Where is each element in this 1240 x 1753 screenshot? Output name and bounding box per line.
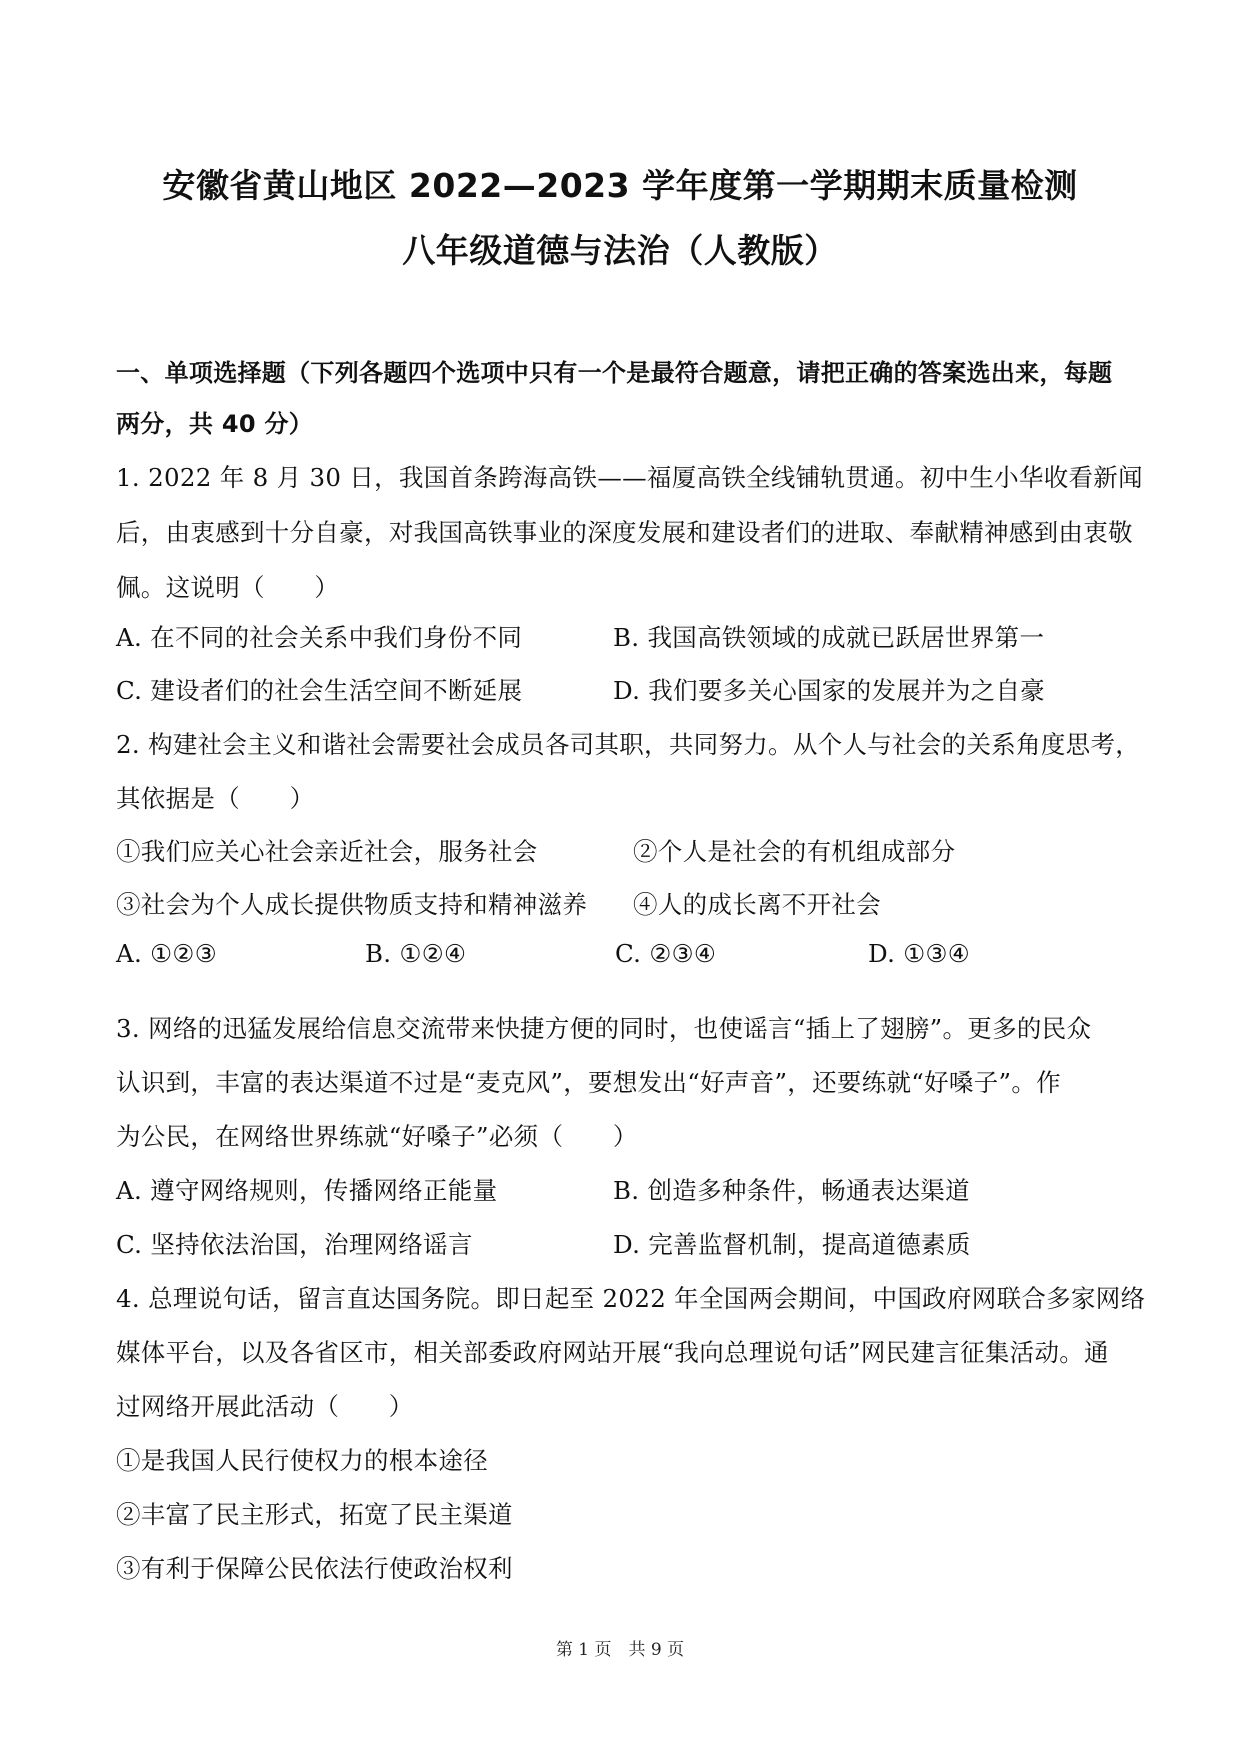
q2-statement-1: ①我们应关心社会亲近社会，服务社会 bbox=[116, 837, 538, 866]
q4-statement-3: ③有利于保障公民依法行使政治权利 bbox=[116, 1554, 513, 1583]
q1-stem-line-2: 后，由衷感到十分自豪，对我国高铁事业的深度发展和建设者们的进取、奉献精神感到由衷敬 bbox=[116, 518, 1133, 547]
q2-statement-2: ②个人是社会的有机组成部分 bbox=[633, 837, 956, 866]
exam-subtitle: 八年级道德与法治（人教版） bbox=[402, 231, 838, 270]
q2-statement-4: ④人的成长离不开社会 bbox=[633, 890, 881, 919]
q3-stem-line-2: 认识到，丰富的表达渠道不过是“麦克风”，要想发出“好声音”，还要练就“好嗓子”。作 bbox=[116, 1068, 1061, 1097]
q1-stem-line-3: 佩。这说明（ ） bbox=[116, 573, 340, 602]
q2-option-b: B. ①②④ bbox=[365, 939, 467, 968]
exam-title: 安徽省黄山地区 2022—2023 学年度第一学期期末质量检测 bbox=[162, 166, 1078, 205]
q3-option-a: A. 遵守网络规则，传播网络正能量 bbox=[116, 1176, 498, 1205]
q3-stem-line-1: 3. 网络的迅猛发展给信息交流带来快捷方便的同时，也使谣言“插上了翅膀”。更多的民众 bbox=[116, 1014, 1092, 1043]
q1-option-c: C. 建设者们的社会生活空间不断延展 bbox=[116, 676, 523, 705]
q4-statement-1: ①是我国人民行使权力的根本途径 bbox=[116, 1446, 488, 1475]
q4-stem-line-2: 媒体平台，以及各省区市，相关部委政府网站开展“我向总理说句话”网民建言征集活动。通 bbox=[116, 1338, 1109, 1367]
q1-option-d: D. 我们要多关心国家的发展并为之自豪 bbox=[613, 676, 1046, 705]
page-footer: 第 1 页 共 9 页 bbox=[555, 1640, 685, 1660]
q3-option-b: B. 创造多种条件，畅通表达渠道 bbox=[613, 1176, 970, 1205]
section-heading: 一、单项选择题（下列各题四个选项中只有一个是最符合题意，请把正确的答案选出来，每题 bbox=[116, 359, 1113, 387]
q3-option-d: D. 完善监督机制，提高道德素质 bbox=[613, 1230, 971, 1259]
q1-option-a: A. 在不同的社会关系中我们身份不同 bbox=[116, 623, 523, 652]
q3-stem-line-3: 为公民，在网络世界练就“好嗓子”必须（ ） bbox=[116, 1122, 638, 1151]
q4-stem-line-1: 4. 总理说句话，留言直达国务院。即日起至 2022 年全国两会期间，中国政府网联合多家网络 bbox=[116, 1284, 1146, 1313]
q3-option-c: C. 坚持依法治国，治理网络谣言 bbox=[116, 1230, 473, 1259]
section-heading-cont: 两分，共 40 分） bbox=[116, 410, 314, 438]
q2-option-d: D. ①③④ bbox=[868, 939, 971, 968]
q1-stem-line-1: 1. 2022 年 8 月 30 日，我国首条跨海高铁——福厦高铁全线铺轨贯通。初中生小华收看新闻 bbox=[116, 463, 1143, 492]
q2-stem-line-1: 2. 构建社会主义和谐社会需要社会成员各司其职，共同努力。从个人与社会的关系角度思考， bbox=[116, 730, 1141, 759]
q2-option-a: A. ①②③ bbox=[116, 939, 217, 968]
q4-stem-line-3: 过网络开展此活动（ ） bbox=[116, 1392, 414, 1421]
q2-statement-3: ③社会为个人成长提供物质支持和精神滋养 bbox=[116, 890, 588, 919]
q4-statement-2: ②丰富了民主形式，拓宽了民主渠道 bbox=[116, 1500, 513, 1529]
q2-option-c: C. ②③④ bbox=[615, 939, 717, 968]
q1-option-b: B. 我国高铁领域的成就已跃居世界第一 bbox=[613, 623, 1045, 652]
q2-stem-line-2: 其依据是（ ） bbox=[116, 784, 315, 813]
